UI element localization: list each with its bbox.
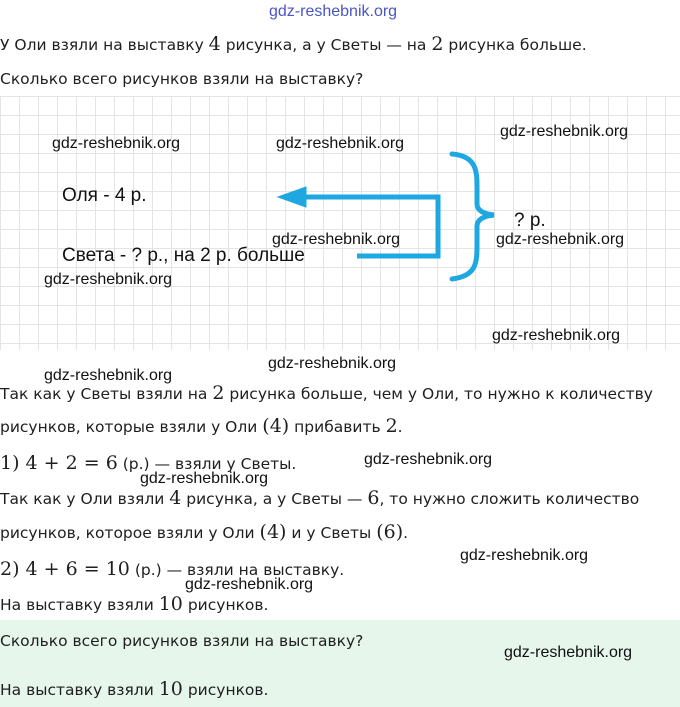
watermark: gdz-reshebnik.org	[492, 327, 621, 344]
watermark: gdz-reshebnik.org	[268, 355, 397, 372]
watermark: gdz-reshebnik.org	[44, 367, 173, 384]
solution-conclusion: На выставку взяли 10 рисунков.	[0, 593, 269, 615]
solution-paragraph-2-cont: рисунков, которое взяли у Оли (4) и у Светы (6).	[0, 521, 409, 543]
problem-text-3: рисунка больше.	[443, 36, 587, 54]
solution-paragraph-2: Так как у Оли взяли 4 рисунка, а у Светы — 6, то нужно сложить количество	[0, 487, 640, 509]
watermark: gdz-reshebnik.org	[52, 135, 181, 152]
problem-text-2: рисунка, а у Светы — на	[220, 36, 432, 54]
scheme-brace	[452, 154, 494, 279]
watermark: gdz-reshebnik.org	[460, 547, 589, 564]
solution-paragraph-1: Так как у Светы взяли на 2 рисунка больше, чем у Оли, то нужно к количеству	[0, 382, 653, 404]
solution-step-2: 2) 4 + 6 = 10 (р.) — взяли на выставку.	[0, 558, 345, 580]
watermark: gdz-reshebnik.org	[364, 451, 493, 468]
problem-question: Сколько всего рисунков взяли на выставку?	[0, 70, 364, 88]
watermark: gdz-reshebnik.org	[272, 231, 401, 248]
watermark-top: gdz-reshebnik.org	[269, 3, 398, 20]
solution-step-1: 1) 4 + 2 = 6 (р.) — взяли у Светы.	[0, 452, 297, 474]
answer-question: Сколько всего рисунков взяли на выставку?	[0, 632, 364, 650]
watermark: gdz-reshebnik.org	[500, 123, 629, 140]
watermark: gdz-reshebnik.org	[185, 576, 314, 593]
problem-number-1: 4	[208, 33, 221, 55]
solution-paragraph-1-cont: рисунков, которые взяли у Оли (4) прибавить 2.	[0, 415, 403, 437]
problem-text-1: У Оли взяли на выставку	[0, 36, 209, 54]
problem-number-2: 2	[431, 33, 444, 55]
scheme-total-label: ? р.	[514, 210, 546, 231]
scheme-sveta-label: Света - ? р., на 2 р. больше	[62, 245, 305, 266]
scheme-olya-label: Оля - 4 р.	[62, 185, 147, 206]
watermark: gdz-reshebnik.org	[140, 470, 269, 487]
watermark: gdz-reshebnik.org	[44, 271, 173, 288]
watermark: gdz-reshebnik.org	[496, 231, 625, 248]
watermark: gdz-reshebnik.org	[276, 135, 405, 152]
answer-text: На выставку взяли 10 рисунков.	[0, 678, 269, 700]
watermark: gdz-reshebnik.org	[504, 644, 633, 661]
